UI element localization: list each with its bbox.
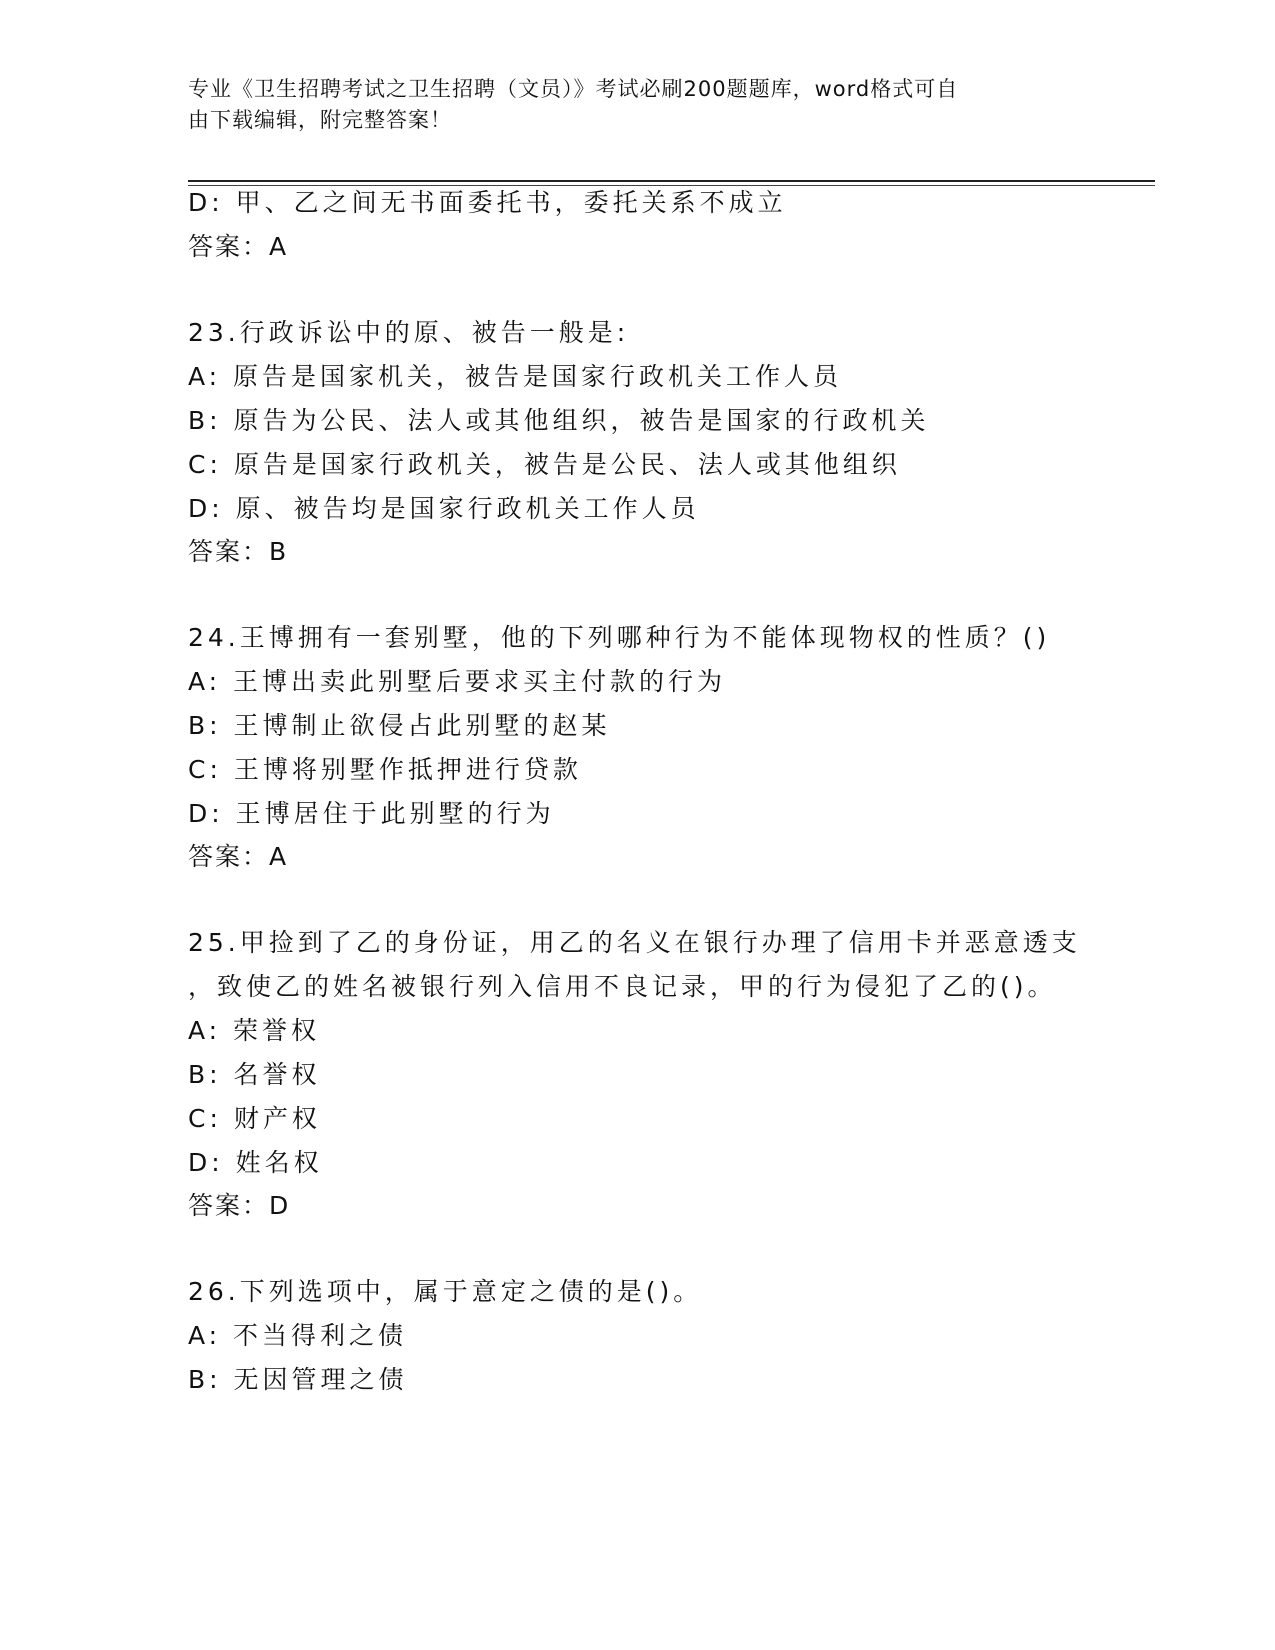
q26-stem: 26.下列选项中，属于意定之债的是()。 bbox=[188, 1277, 703, 1306]
q23-option-d: D: 原、被告均是国家行政机关工作人员 bbox=[188, 494, 700, 523]
q23-option-a: A: 原告是国家机关，被告是国家行政机关工作人员 bbox=[188, 362, 843, 391]
q22-answer: 答案：A bbox=[188, 232, 289, 261]
q23-option-b: B: 原告为公民、法人或其他组织，被告是国家的行政机关 bbox=[188, 406, 930, 435]
q24-stem: 24.王博拥有一套别墅，他的下列哪种行为不能体现物权的性质？() bbox=[188, 623, 1051, 652]
q25-option-a: A: 荣誉权 bbox=[188, 1016, 321, 1045]
q24-option-b: B: 王博制止欲侵占此别墅的赵某 bbox=[188, 711, 611, 740]
q25-answer: 答案：D bbox=[188, 1191, 291, 1220]
q24-option-a: A: 王博出卖此别墅后要求买主付款的行为 bbox=[188, 667, 727, 696]
q26-option-a: A: 不当得利之债 bbox=[188, 1321, 408, 1350]
document-header bbox=[188, 74, 1088, 136]
q26-option-b: B: 无因管理之债 bbox=[188, 1365, 408, 1394]
q24-answer: 答案：A bbox=[188, 842, 289, 871]
q25-option-d: D: 姓名权 bbox=[188, 1148, 323, 1177]
q23-stem: 23.行政诉讼中的原、被告一般是: bbox=[188, 318, 630, 347]
q24-option-d: D: 王博居住于此别墅的行为 bbox=[188, 799, 555, 828]
q25-stem-line-2: ，致使乙的姓名被银行列入信用不良记录，甲的行为侵犯了乙的()。 bbox=[188, 972, 1057, 1001]
header-divider-thick bbox=[188, 180, 1155, 182]
q25-stem-line-1: 25.甲捡到了乙的身份证，用乙的名义在银行办理了信用卡并恶意透支 bbox=[188, 928, 1081, 957]
q23-option-c: C: 原告是国家行政机关，被告是公民、法人或其他组织 bbox=[188, 450, 901, 479]
q25-option-c: C: 财产权 bbox=[188, 1104, 321, 1133]
q25-option-b: B: 名誉权 bbox=[188, 1060, 321, 1089]
q24-option-c: C: 王博将别墅作抵押进行贷款 bbox=[188, 755, 582, 784]
header-line-2: 由下载编辑，附完整答案！ bbox=[188, 108, 452, 132]
q23-answer: 答案：B bbox=[188, 537, 289, 566]
header-line-1: 专业《卫生招聘考试之卫生招聘（文员）》考试必刷200题题库，word格式可自 bbox=[188, 77, 959, 101]
header-divider-thin bbox=[188, 185, 1155, 186]
q22-option-d: D: 甲、乙之间无书面委托书，委托关系不成立 bbox=[188, 188, 787, 217]
